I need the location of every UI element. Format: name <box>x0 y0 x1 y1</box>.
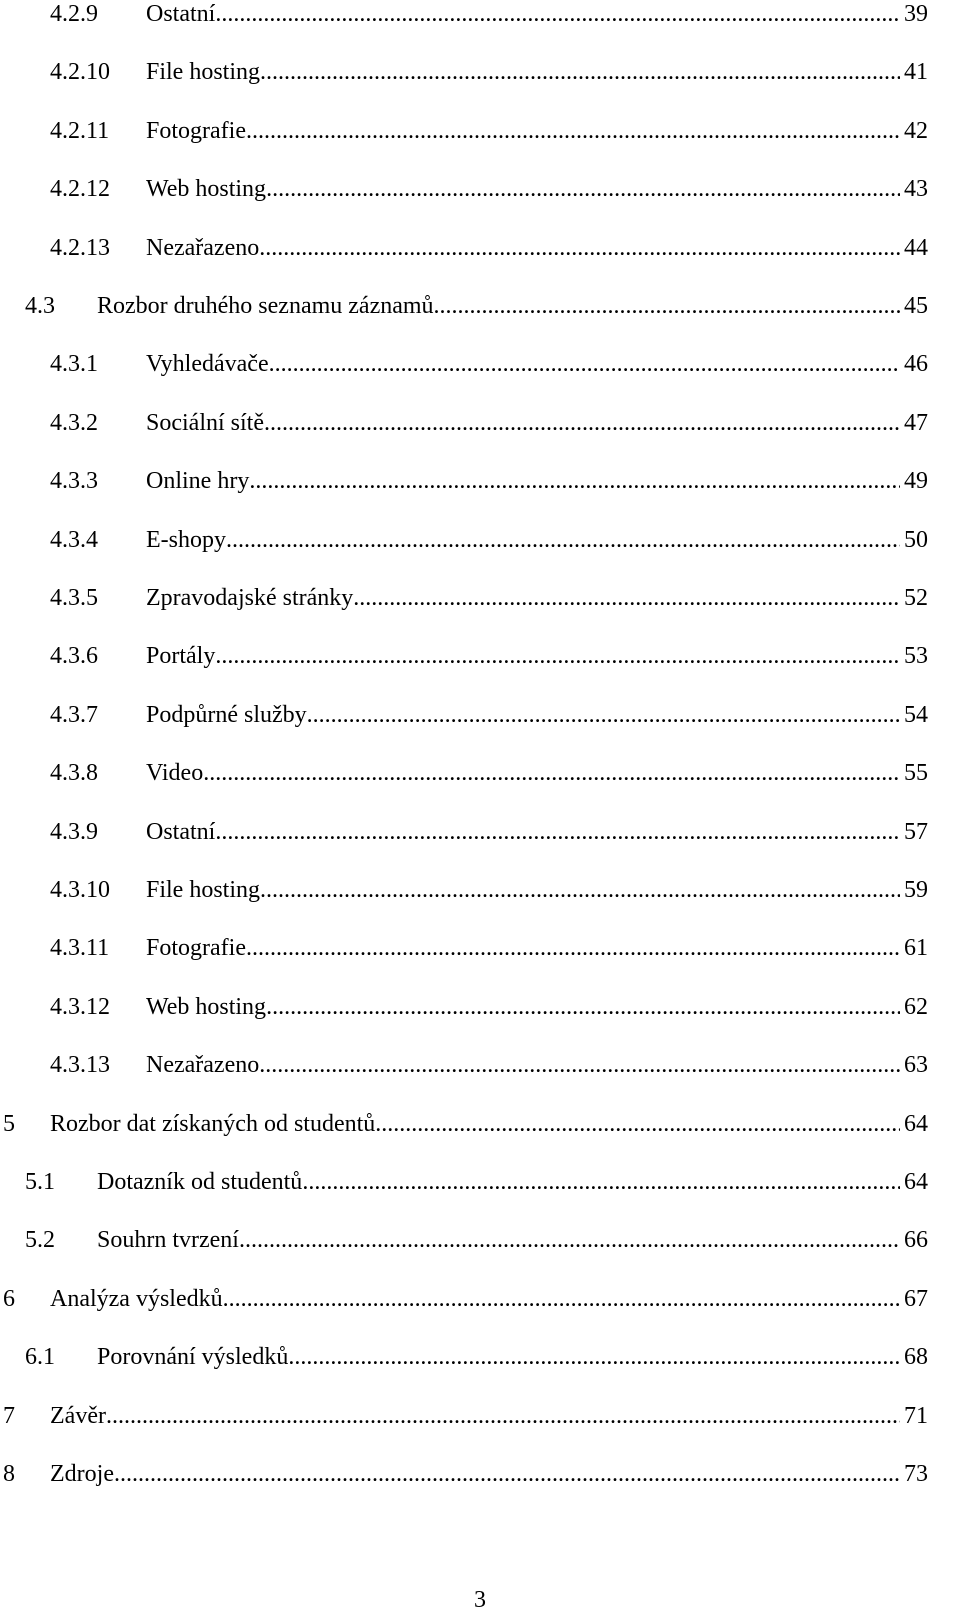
toc-entry[interactable] <box>50 228 928 268</box>
toc-entry-body <box>146 1045 928 1085</box>
toc-entry[interactable] <box>50 870 928 910</box>
toc-entry-leader <box>226 520 900 560</box>
toc-entry[interactable] <box>25 286 928 326</box>
toc-entry-leader <box>215 636 900 676</box>
toc-entry-number: 4.3.4 <box>50 526 98 553</box>
toc-entry-leader <box>215 812 900 852</box>
toc-entry-number: 5.2 <box>25 1227 55 1254</box>
toc-entry-page: 54 <box>904 701 928 728</box>
toc-entry-body <box>146 344 928 384</box>
toc-entry-leader <box>434 286 900 326</box>
toc-entry[interactable] <box>50 695 928 735</box>
toc-entry-leader <box>259 1045 900 1085</box>
toc-entry-leader <box>266 169 900 209</box>
toc-entry-number: 4.3.9 <box>50 818 98 845</box>
toc-entry-body <box>146 228 928 268</box>
toc-entry-number: 6 <box>3 1285 15 1312</box>
toc-entry-body <box>50 1279 928 1319</box>
toc-entry-title: Zdroje <box>50 1461 114 1487</box>
toc-entry[interactable] <box>50 812 928 852</box>
toc-entry-title: Ostatní <box>146 818 216 845</box>
toc-entry-title: Dotazník od studentů <box>97 1169 303 1195</box>
toc-entry-page: 63 <box>904 1052 928 1079</box>
toc-entry-title: Portály <box>146 643 216 670</box>
toc-entry-leader <box>114 1454 900 1494</box>
toc-entry-leader <box>215 0 900 34</box>
toc-entry-title: Fotografie <box>146 117 246 144</box>
toc-entry[interactable] <box>50 636 928 676</box>
toc-entry[interactable] <box>50 111 928 151</box>
toc-entry-page: 64 <box>904 1110 928 1137</box>
toc-entry-body <box>146 0 928 34</box>
toc-entry-number: 4.3.1 <box>50 351 98 378</box>
toc-entry-leader <box>264 403 900 443</box>
toc-entry-page: 68 <box>904 1344 928 1371</box>
toc-entry[interactable] <box>3 1104 928 1144</box>
toc-entry-number: 8 <box>3 1461 15 1487</box>
toc-entry-page: 43 <box>904 176 928 203</box>
toc-entry-number: 4.3 <box>25 293 55 319</box>
toc-entry-title: Sociální sítě <box>146 409 264 436</box>
toc-entry-page: 59 <box>904 877 928 903</box>
toc-entry-body <box>146 578 928 618</box>
toc-entry-leader <box>203 753 900 793</box>
toc-entry[interactable] <box>50 520 928 560</box>
toc-entry[interactable] <box>50 169 928 209</box>
toc-entry-leader <box>259 228 900 268</box>
toc-entry-body <box>146 111 928 151</box>
toc-entry-page: 49 <box>904 468 928 495</box>
toc-entry[interactable] <box>50 928 928 968</box>
toc-entry-page: 55 <box>904 760 928 787</box>
toc-entry-number: 5.1 <box>25 1169 55 1195</box>
toc-entry-title: Web hosting <box>146 993 267 1020</box>
toc-entry-page: 42 <box>904 117 928 144</box>
toc-entry-title: Fotografie <box>146 935 246 962</box>
toc-entry-number: 4.3.10 <box>50 877 110 903</box>
toc-entry-page: 62 <box>904 993 928 1020</box>
toc-entry-leader <box>353 578 900 618</box>
toc-entry-number: 4.3.2 <box>50 409 98 436</box>
toc-entry[interactable] <box>50 403 928 443</box>
toc-entry-body <box>97 1220 928 1260</box>
toc-entry-title: Web hosting <box>146 176 267 203</box>
toc-entry-number: 5 <box>3 1110 15 1137</box>
toc-entry[interactable] <box>50 987 928 1027</box>
toc-entry-leader <box>246 111 900 151</box>
toc-entry-body <box>146 169 928 209</box>
toc-entry-title: Vyhledávače <box>146 351 269 378</box>
toc-entry-body <box>146 870 928 910</box>
toc-entry-body <box>97 286 928 326</box>
toc-entry-page: 44 <box>904 234 928 261</box>
toc-entry-number: 4.3.12 <box>50 993 110 1020</box>
toc-entry[interactable] <box>50 0 928 34</box>
toc-entry-title: Ostatní <box>146 1 216 27</box>
toc-entry-leader <box>260 52 900 92</box>
toc-entry-leader <box>223 1279 900 1319</box>
toc-entry-number: 4.3.8 <box>50 760 98 787</box>
toc-entry-number: 6.1 <box>25 1344 55 1371</box>
toc-entry-body <box>50 1104 928 1144</box>
toc-entry-leader <box>269 344 900 384</box>
toc-entry-leader <box>302 1162 900 1202</box>
toc-entry-body <box>50 1396 928 1436</box>
toc-entry-page: 45 <box>904 293 928 319</box>
toc-entry[interactable] <box>25 1337 928 1377</box>
toc-entry-title: Video <box>146 760 204 787</box>
toc-entry[interactable] <box>50 52 928 92</box>
toc-entry-number: 4.3.11 <box>50 935 110 962</box>
toc-entry-page: 66 <box>904 1227 928 1254</box>
toc-entry-page: 46 <box>904 351 928 378</box>
toc-entry-body <box>146 928 928 968</box>
toc-entry-title: File hosting <box>146 877 261 903</box>
toc-entry[interactable] <box>3 1279 928 1319</box>
toc-entry-number: 4.3.3 <box>50 468 98 495</box>
toc-entry-title: Zpravodajské stránky <box>146 585 354 611</box>
toc-entry-number: 7 <box>3 1402 15 1429</box>
toc-entry-title: Rozbor dat získaných od studentů <box>50 1110 376 1137</box>
toc-entry-page: 57 <box>904 818 928 845</box>
toc-entry-body <box>146 987 928 1027</box>
toc-entry[interactable] <box>3 1454 928 1494</box>
toc-entry-title: File hosting <box>146 59 261 86</box>
toc-entry-number: 4.2.13 <box>50 234 110 261</box>
toc-entry[interactable] <box>25 1162 928 1202</box>
toc-entry-leader <box>239 1220 900 1260</box>
toc-entry-title: Analýza výsledků <box>50 1285 223 1312</box>
toc-entry-leader <box>246 928 900 968</box>
toc-entry-title: E-shopy <box>146 526 226 553</box>
toc-entry-title: Porovnání výsledků <box>97 1344 289 1371</box>
toc-entry-body <box>146 636 928 676</box>
toc-entry-page: 53 <box>904 643 928 670</box>
toc-entry-page: 50 <box>904 526 928 553</box>
toc-entry[interactable] <box>3 1396 928 1436</box>
toc-entry-body <box>146 520 928 560</box>
toc-entry-page: 61 <box>904 935 928 962</box>
toc-entry-title: Rozbor druhého seznamu záznamů <box>97 293 434 319</box>
toc-entry[interactable] <box>50 578 928 618</box>
toc-entry-number: 4.3.7 <box>50 701 98 728</box>
toc-entry-page: 67 <box>904 1285 928 1312</box>
toc-entry-body <box>146 52 928 92</box>
toc-entry-title: Podpůrné služby <box>146 701 307 728</box>
toc-entry-title: Závěr <box>50 1402 106 1429</box>
toc-entry-page: 47 <box>904 409 928 436</box>
toc-entry-title: Souhrn tvrzení <box>97 1227 239 1254</box>
toc-entry-leader <box>288 1337 900 1377</box>
toc-entry-body <box>97 1337 928 1377</box>
toc-entry-number: 4.2.11 <box>50 117 110 144</box>
toc-entry-leader <box>249 461 900 501</box>
toc-entry-title: Nezařazeno <box>146 1052 260 1079</box>
toc-entry[interactable] <box>50 344 928 384</box>
toc-entry-number: 4.2.9 <box>50 1 98 27</box>
toc-entry-body <box>50 1454 928 1494</box>
toc-entry-title: Nezařazeno <box>146 234 260 261</box>
toc-entry[interactable] <box>50 461 928 501</box>
toc-entry-number: 4.3.13 <box>50 1052 110 1079</box>
toc-entry-page: 73 <box>904 1461 928 1487</box>
toc-entry-leader <box>307 695 900 735</box>
toc-entry-page: 52 <box>904 585 928 611</box>
toc-entry[interactable] <box>50 753 928 793</box>
toc-entry-leader <box>106 1396 900 1436</box>
toc-entry-leader <box>375 1104 900 1144</box>
toc-entry-number: 4.3.6 <box>50 643 98 670</box>
toc-entry-body <box>146 403 928 443</box>
toc-entry-body <box>146 753 928 793</box>
toc-entry-number: 4.2.12 <box>50 176 110 203</box>
toc-entry-number: 4.2.10 <box>50 59 110 86</box>
toc-entry-leader <box>266 987 900 1027</box>
toc-entry[interactable] <box>50 1045 928 1085</box>
toc-entry-number: 4.3.5 <box>50 585 98 611</box>
toc-entry-page: 71 <box>904 1402 928 1429</box>
page-number: 3 <box>474 1587 486 1613</box>
toc-entry-page: 41 <box>904 59 928 86</box>
toc-entry-page: 39 <box>904 1 928 27</box>
toc-entry-title: Online hry <box>146 468 250 495</box>
toc-entry-body <box>146 695 928 735</box>
toc-entry-body <box>97 1162 928 1202</box>
toc-entry-page: 64 <box>904 1169 928 1195</box>
toc-entry[interactable] <box>25 1220 928 1260</box>
toc-entry-body <box>146 461 928 501</box>
toc-entry-leader <box>260 870 900 910</box>
toc-entry-body <box>146 812 928 852</box>
